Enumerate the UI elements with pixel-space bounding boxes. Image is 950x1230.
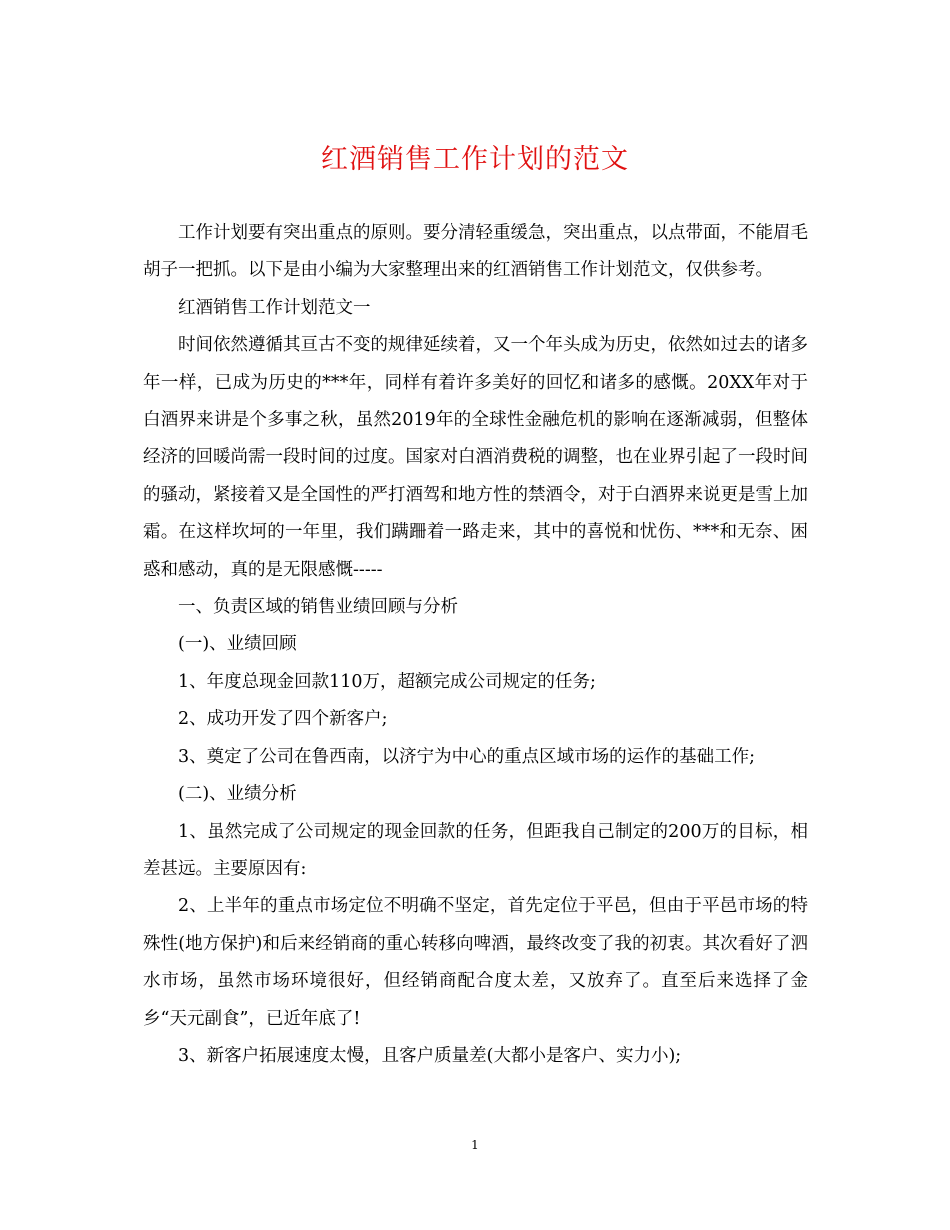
section-heading-plan-one: 红酒销售工作计划范文一 [178,297,371,318]
intro-paragraph: 工作计划要有突出重点的原则。要分清轻重缓急，突出重点，以点带面，不能眉毛胡子一把抓。以下是由小编为大家整理出来的红酒销售工作计划范文，仅供参考。 [143,223,808,281]
list-item: 1、虽然完成了公司规定的现金回款的任务，但距我自己制定的200万的目标，相差甚远。主要原因有: [143,821,808,879]
list-item: 2、上半年的重点市场定位不明确不坚定，首先定位于平邑，但由于平邑市场的特殊性(地方保护)和后来经销商的重心转移向啤酒，最终改变了我的初衷。其次看好了泗水市场，虽然市场环境很好，但经销商配合度太差，又放弃了。直至后来选择了金乡“天元副食”，已近年底了! [143,896,808,1029]
review-paragraph: 时间依然遵循其亘古不变的规律延续着，又一个年头成为历史，依然如过去的诸多年一样，已成为历史的***年，同样有着许多美好的回忆和诸多的感慨。20XX年对于白酒界来讲是个多事之秋，虽然2019年的全球性金融危机的影响在逐渐减弱，但整体经济的回暖尚需一段时间的过度。国家对白酒消费税的调整，也在业界引起了一段时间的骚动，紧接着又是全国性的严打酒驾和地方性的禁酒令，对于白酒界来说更是雪上加霜。在这样坎坷的一年里，我们蹒跚着一路走来，其中的喜悦和忧伤、***和无奈、困惑和感动，真的是无限感慨----- [143,335,808,580]
subheading-performance-analysis: (二)、业绩分析 [178,784,297,805]
list-item: 3、奠定了公司在鲁西南，以济宁为中心的重点区域市场的运作的基础工作; [178,746,756,767]
list-item: 3、新客户拓展速度太慢，且客户质量差(大都小是客户、实力小); [178,1045,682,1066]
page-number: 1 [471,1138,479,1152]
list-item: 2、成功开发了四个新客户; [178,709,388,730]
list-item: 1、年度总现金回款110万，超额完成公司规定的任务; [178,671,596,692]
document-body [143,215,808,1075]
subheading-performance-review: (一)、业绩回顾 [178,634,297,655]
document-title: 红酒销售工作计划的范文 [321,144,629,175]
section-heading-sales-review: 一、负责区域的销售业绩回顾与分析 [178,597,458,618]
